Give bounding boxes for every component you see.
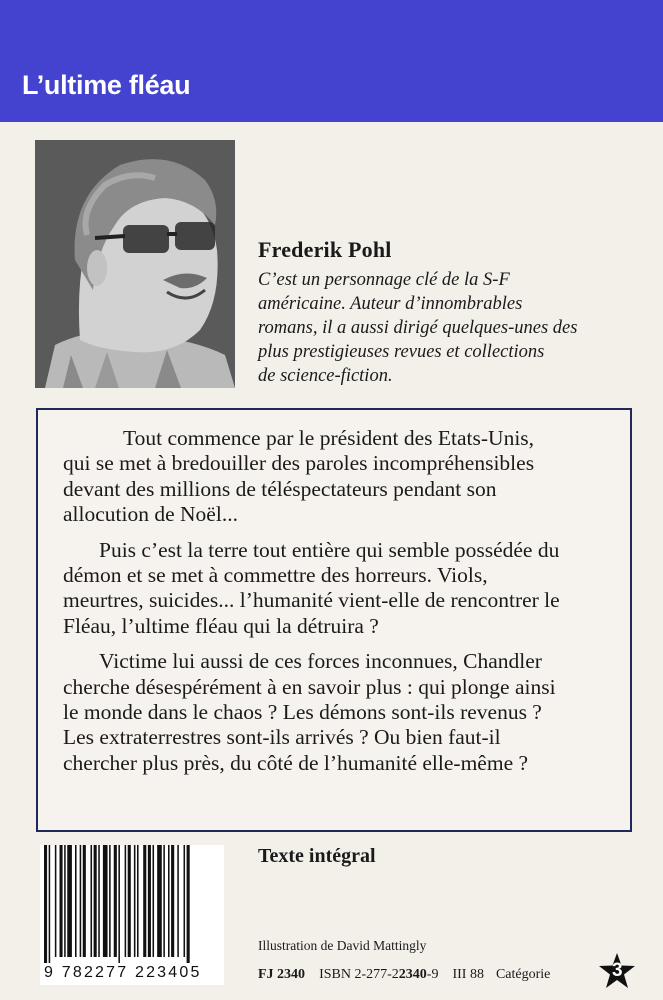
barcode-bar [64,845,66,957]
isbn [319,967,438,982]
bio-line: plus prestigieuses revues et collections [258,342,545,362]
barcode-digits: 9 782277 223405 [44,964,202,981]
blurb-line: démon et se met à commettre des horreurs. Viols, [63,563,488,588]
barcode-bar [128,845,131,957]
author-name: Frederik Pohl [258,237,392,262]
barcode-bar [148,845,151,957]
isbn-bold: 2340 [398,967,427,982]
barcode-bar [98,845,100,957]
author-portrait-icon [35,140,235,388]
barcode-bar [55,845,57,957]
barcode-bar [109,845,111,957]
barcode-bar [67,845,72,957]
barcode-bar [125,845,127,957]
blurb-line: cherche désespérément à en savoir plus : qui plonge ainsi [63,674,556,699]
blurb-line: le monde dans le chaos ? Les démons sont-ils revenus ? [63,700,542,725]
barcode-bar [171,845,174,957]
bio-line: C’est un personnage clé de la S-F [258,270,510,290]
blurb-paragraph [63,538,623,640]
barcode-bar [80,845,82,957]
barcode-bar [177,845,179,957]
blurb-box [36,408,632,832]
barcode-bar [168,845,170,957]
barcode-bar [75,845,77,957]
blurb-paragraph [63,426,623,528]
bio-line: de science-fiction. [258,366,393,386]
barcode-bar [187,845,190,963]
barcode-bar [134,845,136,957]
title-band [0,0,663,122]
blurb-line: Victime lui aussi de ces forces inconnues, Chandler [99,649,542,674]
edition-code: III 88 [452,967,484,982]
barcode-bar [137,845,139,957]
category-label: Catégorie [495,967,551,982]
barcode-bar [143,845,146,957]
barcode-bar [60,845,63,957]
illustration-credit: Illustration de David Mattingly [258,938,427,953]
blurb-line: meurtres, suicides... l’humanité vient-elle de rencontrer le [63,588,560,613]
isbn-prefix: ISBN 2-277-2 [319,967,399,982]
barcode-bar [114,845,117,957]
barcode-bar [91,845,93,957]
isbn-suffix: -9 [426,967,439,982]
barcode-bar [44,845,47,963]
author-bio [258,268,648,388]
barcode-bars-icon [40,845,224,963]
bio-line: américaine. Auteur d’innombrables [258,294,523,314]
fj-number: FJ 2340 [258,967,306,982]
blurb-line: chercher plus près, du côté de l’humanité elle-même ? [63,750,529,775]
blurb-line: allocution de Noël... [63,502,238,527]
barcode-bar [83,845,86,957]
author-photo [35,140,235,388]
edition-line [258,967,550,983]
book-title: L’ultime fléau [22,70,191,100]
barcode-bar [49,845,51,963]
blurb-line: Puis c’est la terre tout entière qui semble possédée du [99,537,560,562]
blurb-line: Tout commence par le président des Etats-Unis, [123,426,535,450]
category-number: 3 [612,960,623,981]
blurb-text [63,426,623,786]
blurb-line: Les extraterrestres sont-ils arrivés ? Ou bien faut-il [63,725,501,750]
barcode-bar [118,845,120,963]
barcode-bar [163,845,165,957]
barcode-bar [153,845,155,957]
barcode-bar [103,845,108,957]
blurb-line: Fléau, l’ultime fléau qui la détruira ? [63,613,379,638]
blurb-line: qui se met à bredouiller des paroles incompréhensibles [63,451,535,476]
barcode-bar [94,845,97,957]
integral-text-label: Texte intégral [258,845,376,867]
barcode-bar [157,845,162,957]
blurb-line: devant des millions de téléspectateurs pendant son [63,476,497,501]
bio-line: romans, il a aussi dirigé quelques-unes des [258,318,578,338]
blurb-paragraph [63,649,623,776]
barcode-bar [184,845,186,957]
